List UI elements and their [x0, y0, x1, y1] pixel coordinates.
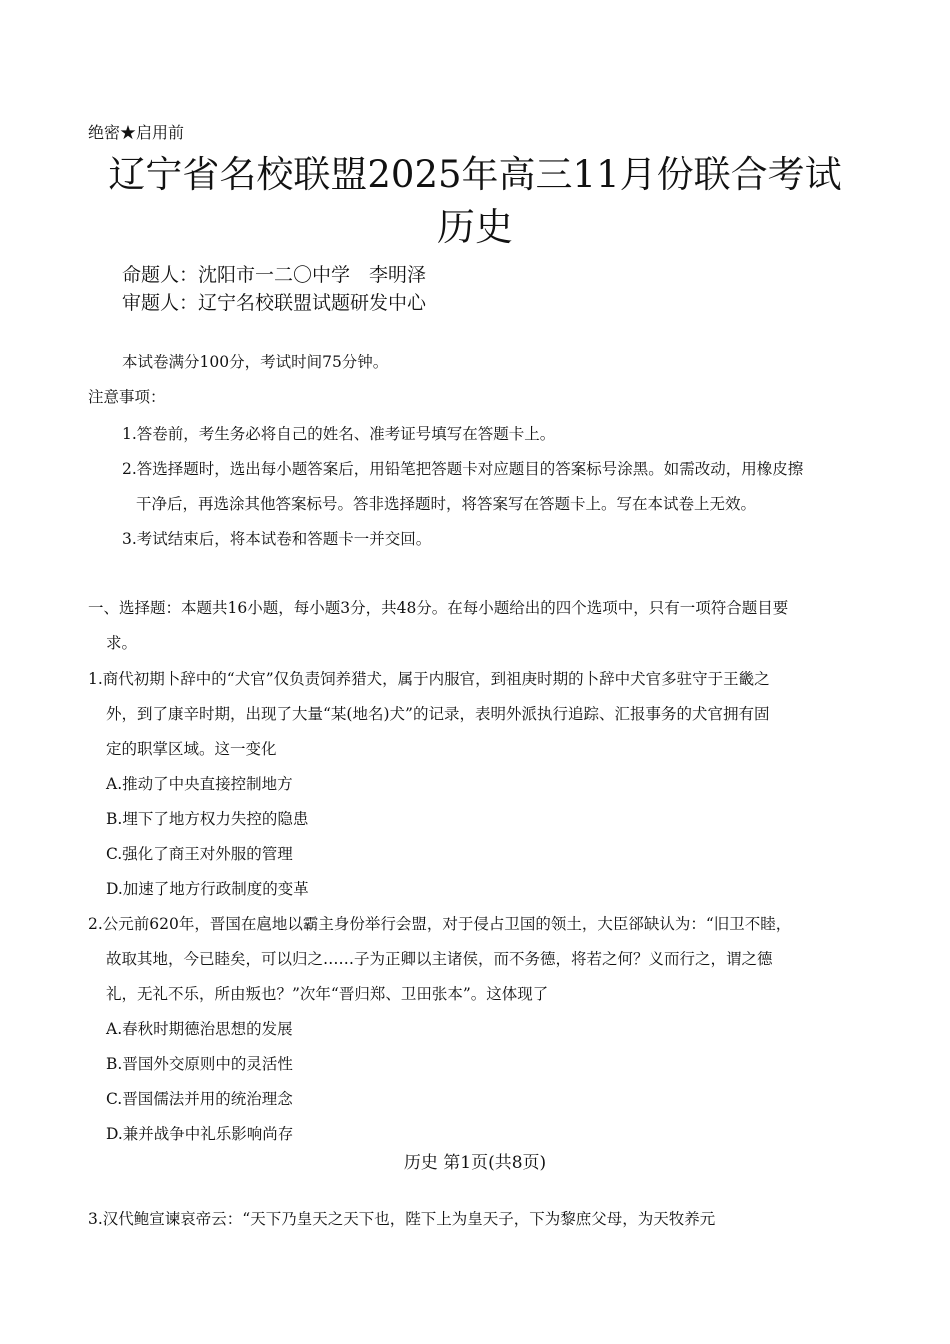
notice-item: 3.考试结束后，将本试卷和答题卡一并交回。 [122, 530, 432, 548]
notice-title: 注意事项： [88, 388, 166, 406]
question-1-stem: 定的职掌区域。这一变化 [106, 740, 277, 758]
question-2-stem: 礼，无礼不乐，所由叛也？”次年“晋归郑、卫田张本”。这体现了 [106, 985, 549, 1003]
exam-intro: 本试卷满分100分，考试时间75分钟。 [122, 353, 389, 371]
exam-title: 辽宁省名校联盟2025年高三11月份联合考试 [108, 153, 842, 196]
exam-subject: 历史 [436, 205, 513, 249]
reviewer-line: 审题人：辽宁名校联盟试题研发中心 [122, 292, 427, 314]
question-2-option-a: A.春秋时期德治思想的发展 [106, 1020, 293, 1038]
section-heading-continued: 求。 [106, 634, 138, 652]
question-2-option-c: C.晋国儒法并用的统治理念 [106, 1090, 293, 1108]
author-line: 命题人：沈阳市一二〇中学 李明泽 [122, 264, 427, 286]
question-1-stem: 1.商代初期卜辞中的“犬官”仅负责饲养猎犬，属于内服官，到祖庚时期的卜辞中犬官多驻守于王畿之 [88, 670, 770, 688]
question-1-option-b: B.埋下了地方权力失控的隐患 [106, 810, 309, 828]
notice-item: 1.答卷前，考生务必将自己的姓名、准考证号填写在答题卡上。 [122, 425, 556, 443]
question-2-stem: 2.公元前620年，晋国在扈地以霸主身份举行会盟，对于侵占卫国的领土，大臣郤缺认为：“旧卫不睦， [88, 915, 792, 933]
question-1-option-c: C.强化了商王对外服的管理 [106, 845, 293, 863]
section-heading: 一、选择题：本题共16小题，每小题3分，共48分。在每小题给出的四个选项中，只有一项符合题目要 [88, 599, 789, 617]
question-2-option-b: B.晋国外交原则中的灵活性 [106, 1055, 293, 1073]
page-footer: 历史 第1页(共8页) [403, 1153, 547, 1173]
question-1-stem: 外，到了康辛时期，出现了大量“某(地名)犬”的记录，表明外派执行追踪、汇报事务的犬官拥有固 [106, 705, 770, 723]
notice-item-continued: 干净后，再选涂其他答案标号。答非选择题时，将答案写在答题卡上。写在本试卷上无效。 [136, 495, 757, 513]
question-2-stem: 故取其地，今已睦矣，可以归之……子为正卿以主诸侯，而不务德，将若之何？义而行之，谓之德 [106, 950, 773, 968]
confidential-label: 绝密★启用前 [88, 123, 185, 142]
notice-item: 2.答选择题时，选出每小题答案后，用铅笔把答题卡对应题目的答案标号涂黑。如需改动，用橡皮擦 [122, 460, 804, 478]
question-1-option-a: A.推动了中央直接控制地方 [106, 775, 293, 793]
question-2-option-d: D.兼并战争中礼乐影响尚存 [106, 1125, 294, 1143]
question-1-option-d: D.加速了地方行政制度的变革 [106, 880, 309, 898]
question-3-stem: 3.汉代鲍宣谏哀帝云：“天下乃皇天之天下也，陛下上为皇天子，下为黎庶父母，为天牧养元 [88, 1210, 716, 1228]
